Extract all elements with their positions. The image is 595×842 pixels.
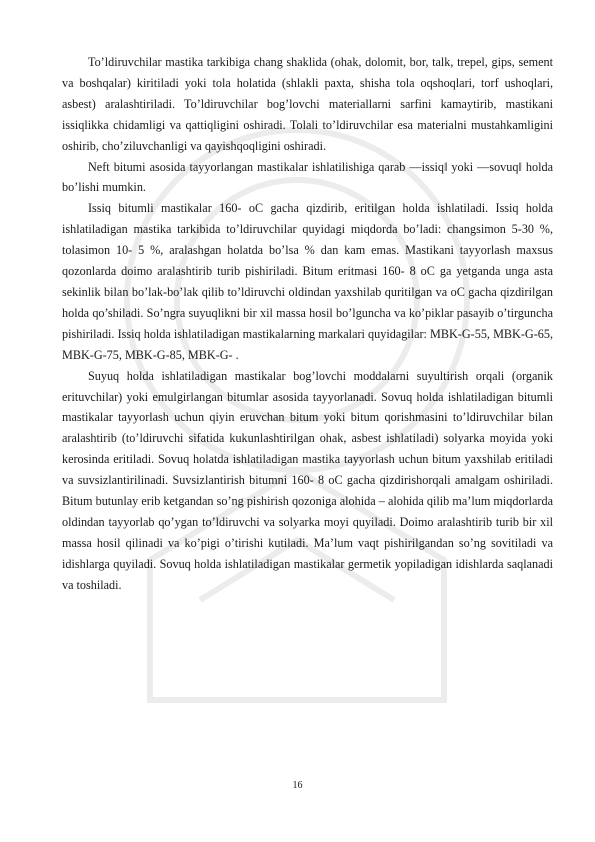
paragraph-cold-mastics: Suyuq holda ishlatiladigan mastikalar bog’lovchi moddalarni suyultirish orqali (organik erituvchilar) yoki emulgirlangan bitumlar asosida tayyorlanadi. Sovuq holda ishlatiladigan bitumli mastikalar tayyorlash uchun qiyin eruvchan bitum yoki bitum qorishmasini to’ldiruvchilar bilan aralashtirib (to’ldiruvchi sifatida kukunlashtirilgan ohak, asbest ishlatiladi) solyarka moyida yoki kerosinda eritiladi. Sovuq holatda ishlatiladigan mastika tayyorlash uchun bitum yaxshilab eritiladi va suvsizlantirilinadi. Suvsizlantirish bitumni 160- 8 oC gacha qizdirishorqali amalgam oshiriladi. Bitum butunlay erib ketgandan so’ng pishirish qozoniga alohida – alohida qilib ma’lum miqdorlarda oldindan tayyorlab qo’ygan to’ldiruvchi va solyarka moyi quyiladi. Doimo aralashtirib turib bir xil massa hosil qilinadi va ko’pigi o’tirishi kutiladi. Ma’lum vaqt pishirilgandan so’ng sovitiladi va idishlarga quyiladi. Sovuq holda ishlatiladigan mastikalar germetik yopiladigan idishlarda saqlanadi va toshiladi. <box>62 368 553 592</box>
page-number: 16 <box>292 780 303 791</box>
paragraph-hot-cold: Neft bitumi asosida tayyorlangan mastikalar ishlatilishiga qarab ―issiq‖ yoki ―sovuq‖ holda bo’lishi mumkin. <box>62 159 553 195</box>
paragraph-hot-mastics: Issiq bitumli mastikalar 160- oC gacha qizdirib, eritilgan holda ishlatiladi. Issiq holda ishlatiladigan mastika tarkibida to’ldiruvchilar quyidagi miqdorda bo’ladi: changsimon 5-30 %, tolasimon 10- 5 %, aralashgan holatda bo’lsa % dan kam emas. Mastikani tayyorlash maxsus qozonlarda doimo aralashtirib turib pishiriladi. Bitum eritmasi 160- 8 oC ga yetganda unga asta sekinlik bilan bo’lak-bo’lak qilib to’ldiruvchi oldindan yaxshilab quritilgan va oC gacha qizdirilgan holda qo’shiladi. So’ngra suyuqlikni bir xil massa hosil bo’lguncha va ko’piklar pasayib o’tirguncha pishiriladi. Issiq holda ishlatiladigan mastikalarning markalari quyidagilar: MBK-G-55, MBK-G-65, MBK-G-75, MBK-G-85, MBK-G- . <box>62 201 553 362</box>
paragraph-fillers: To’ldiruvchilar mastika tarkibiga chang shaklida (ohak, dolomit, bor, talk, trepel, gips, sement va boshqalar) kiritiladi yoki tola holatida (shlakli paxta, shisha tola oqshoqlari, torf ushoqlari, asbest) aralashtiriladi. To’ldiruvchilar bog’lovchi materiallarni sarfini kamaytirib, mastikani issiqlikka chidamligi va qattiqligini oshiradi. Tolali to’ldiruvchilar esa materialni mustahkamligini oshirib, cho’ziluvchanligi va qayishqoqligini oshiradi. <box>62 55 553 153</box>
document-body <box>62 52 553 596</box>
